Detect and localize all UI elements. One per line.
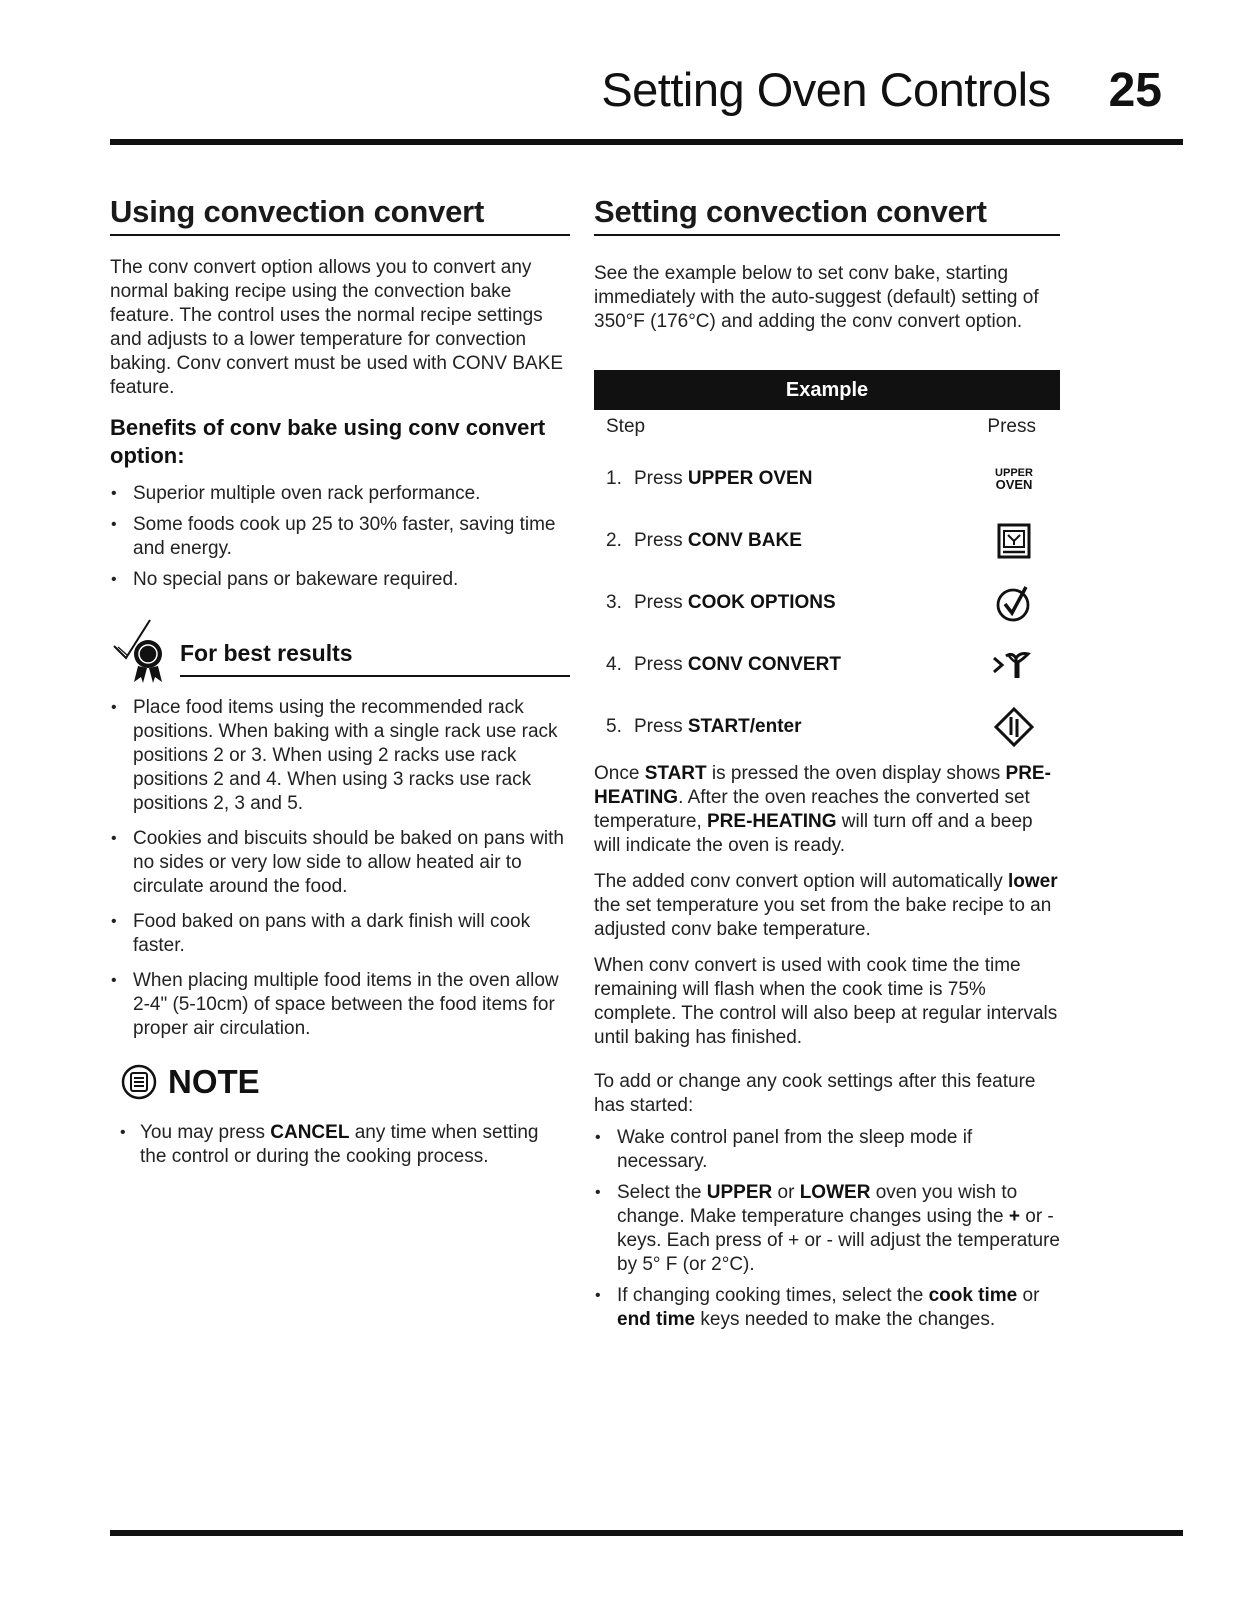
step-row: 2. Press CONV BAKE <box>594 510 1060 572</box>
header-rule <box>110 139 1183 145</box>
step-row: 4. Press CONV CONVERT <box>594 634 1060 696</box>
best-results-title: For best results <box>180 640 353 666</box>
press-column-header: Press <box>987 416 1036 437</box>
list-item: • Food baked on pans with a dark finish will cook faster. <box>110 910 570 958</box>
award-ribbon-icon <box>110 614 172 684</box>
example-steps <box>594 448 1060 758</box>
intro-paragraph: The conv convert option allows you to convert any normal baking recipe using the convection bake feature. The control uses the normal recipe settings and adjusts to a lower temperature for convection baking. Conv convert must be used with CONV BAKE feature. <box>110 257 564 398</box>
step-column-header: Step <box>606 416 646 437</box>
cook-options-icon <box>994 583 1034 623</box>
list-item: • No special pans or bakeware required. <box>110 568 570 592</box>
list-item: • When placing multiple food items in the oven allow 2-4" (5-10cm) of space between the food items for proper air circulation. <box>110 969 570 1041</box>
example-title: Example <box>594 370 1060 410</box>
list-item: • Place food items using the recommended rack positions. When baking with a single rack use rack positions 2 or 3. When using 2 racks use rack positions 2 and 4. When using 3 racks use rack positions 2, 3 and 5. <box>110 696 570 816</box>
right-column <box>594 194 1060 1339</box>
section-heading-using: Using convection convert <box>110 194 570 236</box>
benefits-heading: Benefits of conv bake using conv convert option: <box>110 415 546 468</box>
page-number: 25 <box>1108 64 1162 117</box>
change-settings-list <box>594 1126 1060 1332</box>
upper-oven-key: UPPER OVEN <box>995 467 1033 492</box>
left-column <box>110 194 570 1176</box>
note-list <box>110 1121 570 1169</box>
step-row: 1. Press UPPER OVEN UPPER OVEN <box>594 448 1060 510</box>
lower-temperature-paragraph: The added conv convert option will automatically lower the set temperature you set from the bake recipe to an adjusted conv bake temperature. <box>594 871 1058 940</box>
start-enter-icon <box>994 707 1034 747</box>
right-intro-paragraph: See the example below to set conv bake, starting immediately with the auto-suggest (default) setting of 350°F (176°C) and adding the conv convert option. <box>594 263 1039 332</box>
best-results-header <box>110 614 570 686</box>
list-item: • Some foods cook up 25 to 30% faster, saving time and energy. <box>110 513 570 561</box>
step-row: 5. Press START/enter <box>594 696 1060 758</box>
best-results-rule <box>180 675 570 677</box>
cook-time-paragraph: When conv convert is used with cook time the time remaining will flash when the cook time is 75% complete. The control will also beep at regular intervals until baking has finished. <box>594 955 1058 1048</box>
conv-bake-icon <box>997 523 1031 559</box>
conv-convert-icon <box>992 648 1036 682</box>
list-item: • If changing cooking times, select the cook time or end time keys needed to make the changes. <box>594 1284 1060 1332</box>
list-item: • Superior multiple oven rack performance. <box>110 482 570 506</box>
note-header <box>110 1063 570 1101</box>
benefits-list <box>110 482 570 592</box>
list-item: • Select the UPPER or LOWER oven you wish to change. Make temperature changes using the + or - keys. Each press of + or - will adjust the temperature by 5° F (or 2°C). <box>594 1181 1060 1277</box>
example-column-headers <box>594 410 1060 438</box>
preheating-paragraph: Once START is pressed the oven display shows PRE-HEATING. After the oven reaches the converted set temperature, PRE-HEATING will turn off and a beep will indicate the oven is ready. <box>594 763 1051 856</box>
list-item: • Wake control panel from the sleep mode if necessary. <box>594 1126 1060 1174</box>
section-heading-setting: Setting convection convert <box>594 194 1060 236</box>
page-header <box>601 62 1162 118</box>
list-item: • Cookies and biscuits should be baked on pans with no sides or very low side to allow heated air to circulate around the food. <box>110 827 570 899</box>
note-title: NOTE <box>168 1063 260 1100</box>
list-item: • You may press CANCEL any time when setting the control or during the cooking process. <box>110 1121 570 1169</box>
example-box <box>594 370 1060 758</box>
note-icon <box>120 1063 158 1101</box>
step-row: 3. Press COOK OPTIONS <box>594 572 1060 634</box>
footer-rule <box>110 1530 1183 1536</box>
page-title: Setting Oven Controls <box>601 63 1051 116</box>
best-results-list <box>110 696 570 1041</box>
change-settings-paragraph: To add or change any cook settings after this feature has started: <box>594 1071 1036 1116</box>
